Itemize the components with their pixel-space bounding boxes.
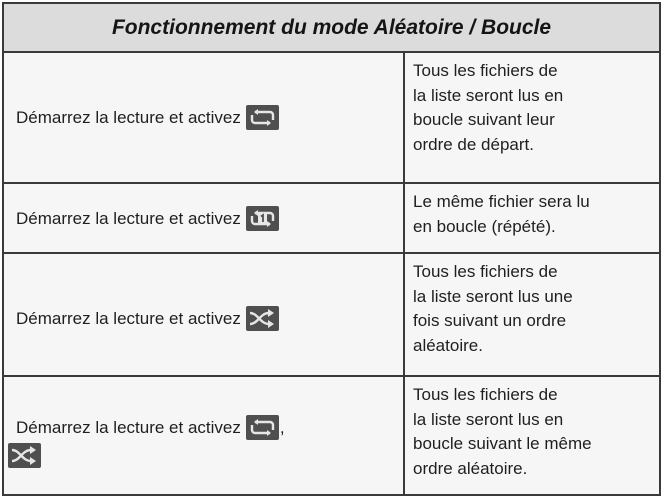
description-line: la liste seront lus en	[413, 85, 564, 105]
table-row	[4, 53, 659, 184]
description-line: aléatoire.	[413, 335, 483, 355]
description-line: Tous les fichiers de	[413, 262, 558, 281]
table-row	[4, 254, 659, 377]
description-cell	[405, 184, 659, 252]
icon-separator: ,	[279, 417, 285, 437]
table-title: Fonctionnement du mode Aléatoire / Boucle	[111, 15, 552, 39]
description-line: fois suivant un ordre	[413, 311, 567, 330]
table-row	[4, 377, 659, 494]
description-line: Tous les fichiers de	[413, 385, 558, 404]
action-cell	[4, 377, 405, 494]
description-cell	[405, 254, 659, 375]
action-text: Démarrez la lecture et activez	[16, 308, 241, 328]
description-line: boucle suivant leur	[413, 110, 555, 129]
action-text: Démarrez la lecture et activez	[16, 107, 241, 127]
mode-table	[2, 2, 661, 496]
action-cell	[4, 53, 405, 182]
repeat-all-icon	[246, 105, 279, 130]
repeat-all-icon	[246, 415, 279, 440]
description-line: boucle suivant le même	[413, 434, 592, 453]
description-line: en boucle (répété).	[413, 216, 556, 236]
shuffle-icon	[8, 443, 41, 468]
table-row	[4, 184, 659, 254]
description-line: ordre de départ.	[413, 134, 534, 154]
repeat-one-icon	[246, 206, 279, 231]
action-text: Démarrez la lecture et activez	[16, 208, 241, 228]
description-cell	[405, 377, 659, 494]
description-line: la liste seront lus en	[413, 409, 564, 429]
action-cell	[4, 184, 405, 252]
description-cell	[405, 53, 659, 182]
description-line: ordre aléatoire.	[413, 458, 528, 478]
action-cell	[4, 254, 405, 375]
table-header	[4, 4, 659, 53]
description-line: Tous les fichiers de	[413, 61, 558, 80]
action-text: Démarrez la lecture et activez	[16, 417, 241, 437]
description-line: Le même fichier sera lu	[413, 192, 590, 211]
shuffle-icon	[246, 306, 279, 331]
description-line: la liste seront lus une	[413, 286, 573, 306]
